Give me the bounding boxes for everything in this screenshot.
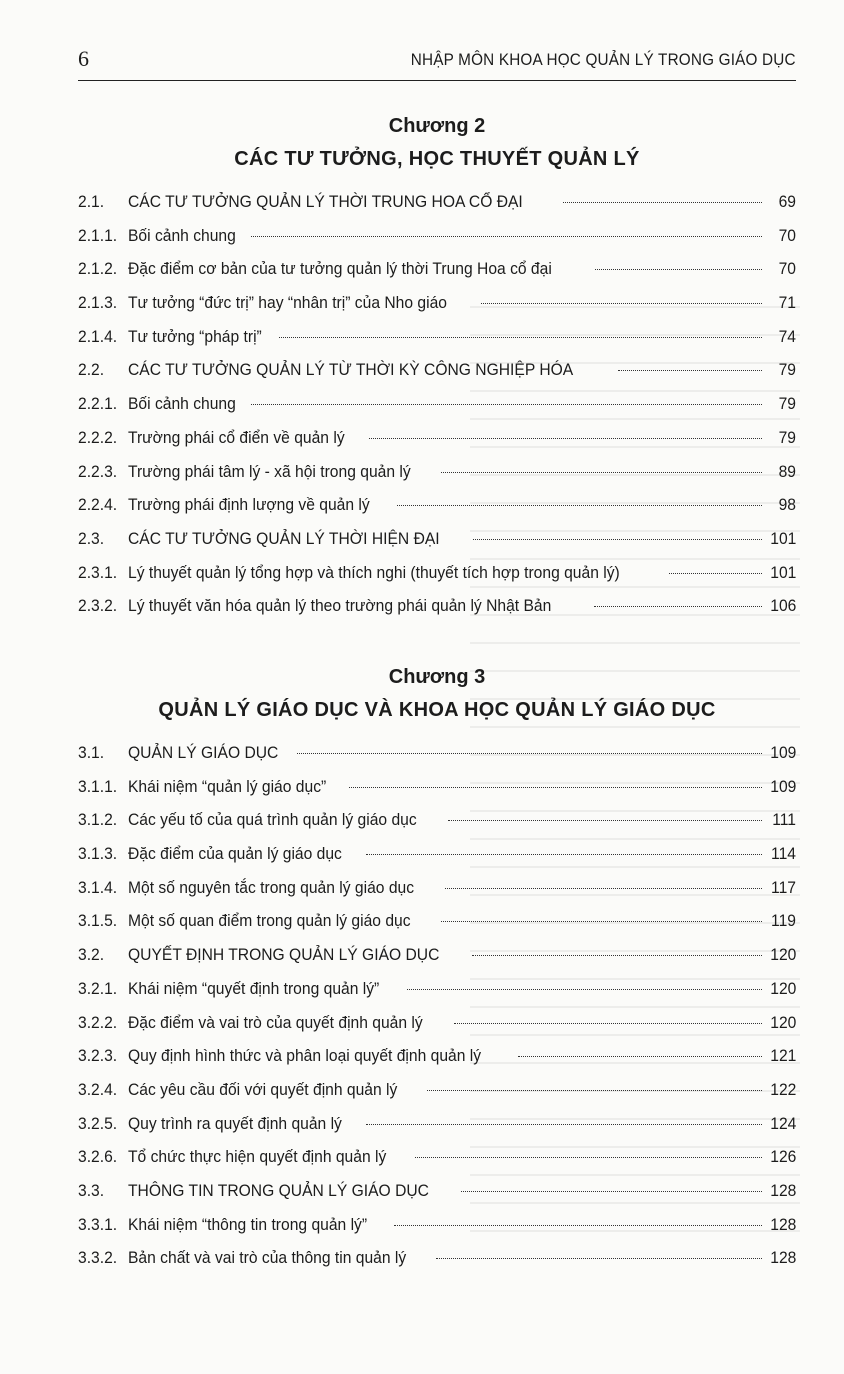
- toc-entry-title: Khái niệm “thông tin trong quản lý”: [128, 1214, 368, 1234]
- dot-leader: [595, 269, 762, 270]
- toc-entry-title: QUẢN LÝ GIÁO DỤC: [128, 743, 279, 762]
- dot-leader: [454, 1023, 761, 1024]
- toc-entry-page: 70: [778, 259, 796, 279]
- dot-leader: [369, 438, 762, 439]
- toc-entry-number: 2.2.: [78, 360, 105, 380]
- toc-subsection-row: [78, 777, 796, 811]
- chapter-label: Chương 3: [388, 666, 486, 688]
- toc-entry-title: Quy định hình thức và phân loại quyết định quản lý: [128, 1046, 482, 1066]
- toc-entry-number: 3.2.3.: [78, 1046, 118, 1066]
- toc-subsection-row: [78, 1147, 796, 1181]
- dot-leader: [669, 573, 762, 574]
- toc-entry-title: THÔNG TIN TRONG QUẢN LÝ GIÁO DỤC: [128, 1180, 429, 1200]
- toc-entry-title: Tổ chức thực hiện quyết định quản lý: [128, 1147, 387, 1167]
- toc-entry-page: 117: [771, 877, 796, 897]
- toc-entry-page: 71: [778, 293, 796, 313]
- toc-entry-title: CÁC TƯ TƯỞNG QUẢN LÝ THỜI TRUNG HOA CỔ ĐẠI: [128, 192, 523, 211]
- dot-leader: [427, 1090, 762, 1091]
- toc-subsection-row: [78, 1013, 796, 1047]
- toc-entry-title: QUYẾT ĐỊNH TRONG QUẢN LÝ GIÁO DỤC: [128, 945, 440, 965]
- toc-entry-number: 3.1.1.: [78, 776, 118, 796]
- toc-entry-title: CÁC TƯ TƯỞNG QUẢN LÝ TỪ THỜI KỲ CÔNG NGHIỆP HÓA: [128, 360, 574, 380]
- toc-entry-page: 128: [769, 1180, 796, 1200]
- toc-entry-page: 109: [769, 743, 796, 762]
- dot-leader: [481, 303, 762, 304]
- dot-leader: [366, 1124, 761, 1125]
- toc-subsection-row: [78, 1215, 796, 1249]
- toc-entry-page: 106: [769, 596, 796, 616]
- toc-entry-title: Quy trình ra quyết định quản lý: [128, 1113, 342, 1133]
- dot-leader: [349, 787, 761, 788]
- toc-entry-number: 2.3.: [78, 528, 105, 548]
- chapter-label: Chương 2: [388, 115, 486, 137]
- dot-leader: [415, 1157, 762, 1158]
- toc-chapter-3: [78, 743, 796, 1282]
- dot-leader: [445, 888, 762, 889]
- toc-entry-number: 3.3.1.: [78, 1214, 118, 1234]
- dot-leader: [518, 1056, 762, 1057]
- toc-section-row: [78, 360, 796, 394]
- toc-entry-number: 2.1.: [78, 192, 105, 211]
- dot-leader: [448, 820, 762, 821]
- toc-entry-title: Khái niệm “quản lý giáo dục”: [128, 776, 327, 796]
- toc-entry-number: 2.2.2.: [78, 427, 118, 447]
- toc-entry-number: 2.1.2.: [78, 259, 118, 279]
- toc-entry-title: Bản chất và vai trò của thông tin quản lý: [128, 1248, 407, 1268]
- toc-entry-page: 121: [769, 1046, 796, 1066]
- dot-leader: [394, 1225, 762, 1226]
- toc-section-row: [78, 192, 796, 226]
- toc-subsection-row: [78, 1114, 796, 1148]
- chapter-title: CÁC TƯ TƯỞNG, HỌC THUYẾT QUẢN LÝ: [234, 148, 640, 170]
- toc-entry-title: Các yếu tố của quá trình quản lý giáo dục: [128, 810, 417, 830]
- toc-entry-number: 3.2.5.: [78, 1113, 118, 1133]
- dot-leader: [563, 202, 762, 203]
- toc-entry-page: 79: [778, 394, 796, 414]
- toc-subsection-row: [78, 810, 796, 844]
- toc-entry-page: 79: [778, 427, 796, 447]
- toc-entry-number: 3.2.4.: [78, 1079, 118, 1099]
- toc-entry-title: Một số nguyên tắc trong quản lý giáo dục: [128, 877, 415, 897]
- dot-leader: [473, 539, 762, 540]
- toc-entry-title: Tư tưởng “pháp trị”: [128, 326, 262, 346]
- dot-leader: [251, 236, 762, 237]
- toc-entry-title: Khái niệm “quyết định trong quản lý”: [128, 978, 380, 998]
- toc-section-row: [78, 1181, 796, 1215]
- toc-entry-title: Đặc điểm cơ bản của tư tưởng quản lý thời Trung Hoa cổ đại: [128, 259, 552, 279]
- toc-entry-title: Lý thuyết văn hóa quản lý theo trường phái quản lý Nhật Bản: [128, 596, 552, 616]
- toc-entry-title: Các yêu cầu đối với quyết định quản lý: [128, 1079, 398, 1099]
- dot-leader: [472, 955, 761, 956]
- toc-entry-title: Lý thuyết quản lý tổng hợp và thích nghi (thuyết tích hợp trong quản lý): [128, 562, 620, 582]
- toc-subsection-row: [78, 596, 796, 630]
- toc-subsection-row: [78, 911, 796, 945]
- toc-entry-number: 2.2.4.: [78, 495, 118, 515]
- toc-entry-number: 3.1.2.: [78, 810, 118, 830]
- chapter-2-heading: [78, 115, 796, 171]
- toc-entry-page: 89: [778, 461, 796, 481]
- toc-entry-page: 101: [769, 528, 796, 548]
- toc-entry-number: 3.1.: [78, 743, 105, 762]
- toc-subsection-row: [78, 394, 796, 428]
- toc-subsection-row: [78, 327, 796, 361]
- toc-entry-title: Trường phái định lượng về quản lý: [128, 495, 370, 515]
- toc-entry-number: 2.3.1.: [78, 562, 118, 582]
- toc-entry-title: Đặc điểm và vai trò của quyết định quản lý: [128, 1012, 423, 1032]
- dot-leader: [251, 404, 762, 405]
- page-header: [78, 40, 796, 81]
- toc-subsection-row: [78, 878, 796, 912]
- toc-subsection-row: [78, 979, 796, 1013]
- dot-leader: [397, 505, 762, 506]
- toc-entry-number: 2.3.2.: [78, 596, 118, 616]
- toc-entry-page: 126: [769, 1147, 796, 1167]
- dot-leader: [436, 1258, 761, 1259]
- dot-leader: [594, 606, 762, 607]
- toc-subsection-row: [78, 495, 796, 529]
- toc-section-row: [78, 529, 796, 563]
- toc-entry-title: Bối cảnh chung: [128, 225, 236, 245]
- toc-entry-number: 3.3.2.: [78, 1248, 118, 1268]
- toc-entry-page: 120: [769, 945, 796, 965]
- toc-entry-page: 98: [778, 495, 796, 515]
- toc-subsection-row: [78, 293, 796, 327]
- toc-entry-page: 111: [772, 810, 796, 830]
- toc-entry-page: 74: [778, 326, 796, 346]
- toc-subsection-row: [78, 1080, 796, 1114]
- running-title: NHẬP MÔN KHOA HỌC QUẢN LÝ TRONG GIÁO DỤC: [411, 50, 796, 69]
- toc-entry-number: 3.1.4.: [78, 877, 118, 897]
- toc-subsection-row: [78, 844, 796, 878]
- toc-entry-number: 2.1.1.: [78, 225, 118, 245]
- toc-entry-number: 2.1.4.: [78, 326, 118, 346]
- toc-entry-page: 101: [769, 562, 796, 582]
- toc-entry-page: 70: [778, 225, 796, 245]
- toc-section-row: [78, 945, 796, 979]
- toc-entry-number: 3.2.2.: [78, 1012, 118, 1032]
- toc-entry-number: 3.1.3.: [78, 844, 118, 864]
- toc-entry-title: Bối cảnh chung: [128, 394, 236, 414]
- dot-leader: [461, 1191, 761, 1192]
- page-number: 6: [78, 46, 89, 71]
- toc-entry-page: 120: [769, 978, 796, 998]
- toc-entry-page: 109: [769, 776, 796, 796]
- dot-leader: [407, 989, 762, 990]
- toc-entry-page: 128: [769, 1248, 796, 1268]
- toc-entry-page: 119: [771, 911, 796, 931]
- toc-entry-number: 3.2.: [78, 945, 105, 965]
- toc-entry-number: 3.2.6.: [78, 1147, 118, 1167]
- toc-entry-title: Trường phái tâm lý - xã hội trong quản lý: [128, 461, 411, 481]
- toc-entry-page: 120: [769, 1012, 796, 1032]
- toc-subsection-row: [78, 1046, 796, 1080]
- toc-subsection-row: [78, 563, 796, 597]
- dot-leader: [441, 472, 762, 473]
- dot-leader: [297, 753, 761, 754]
- toc-entry-title: Trường phái cổ điển về quản lý: [128, 427, 345, 447]
- toc-entry-title: Một số quan điểm trong quản lý giáo dục: [128, 911, 411, 931]
- toc-subsection-row: [78, 1248, 796, 1282]
- toc-entry-number: 2.2.1.: [78, 394, 118, 414]
- toc-subsection-row: [78, 428, 796, 462]
- toc-entry-page: 114: [771, 844, 796, 864]
- toc-subsection-row: [78, 259, 796, 293]
- toc-subsection-row: [78, 226, 796, 260]
- toc-entry-page: 79: [778, 360, 796, 380]
- dot-leader: [441, 921, 762, 922]
- toc-entry-page: 122: [769, 1079, 796, 1099]
- toc-entry-number: 3.1.5.: [78, 911, 118, 931]
- toc-entry-number: 3.3.: [78, 1180, 105, 1200]
- chapter-title: QUẢN LÝ GIÁO DỤC VÀ KHOA HỌC QUẢN LÝ GIÁO DỤC: [158, 699, 716, 721]
- toc-entry-title: Đặc điểm của quản lý giáo dục: [128, 844, 342, 864]
- toc-section-row: [78, 743, 796, 777]
- toc-entry-number: 2.2.3.: [78, 461, 118, 481]
- dot-leader: [366, 854, 762, 855]
- toc-entry-title: Tư tưởng “đức trị” hay “nhân trị” của Nho giáo: [128, 293, 447, 313]
- toc-entry-page: 124: [769, 1113, 796, 1133]
- chapter-3-heading: [78, 666, 796, 722]
- toc-entry-number: 3.2.1.: [78, 978, 118, 998]
- toc-entry-page: 128: [769, 1214, 796, 1234]
- dot-leader: [279, 337, 762, 338]
- toc-entry-number: 2.1.3.: [78, 293, 118, 313]
- toc-subsection-row: [78, 462, 796, 496]
- dot-leader: [618, 370, 762, 371]
- toc-entry-title: CÁC TƯ TƯỞNG QUẢN LÝ THỜI HIỆN ĐẠI: [128, 528, 440, 548]
- toc-chapter-2: [78, 192, 796, 630]
- toc-entry-page: 69: [778, 192, 796, 211]
